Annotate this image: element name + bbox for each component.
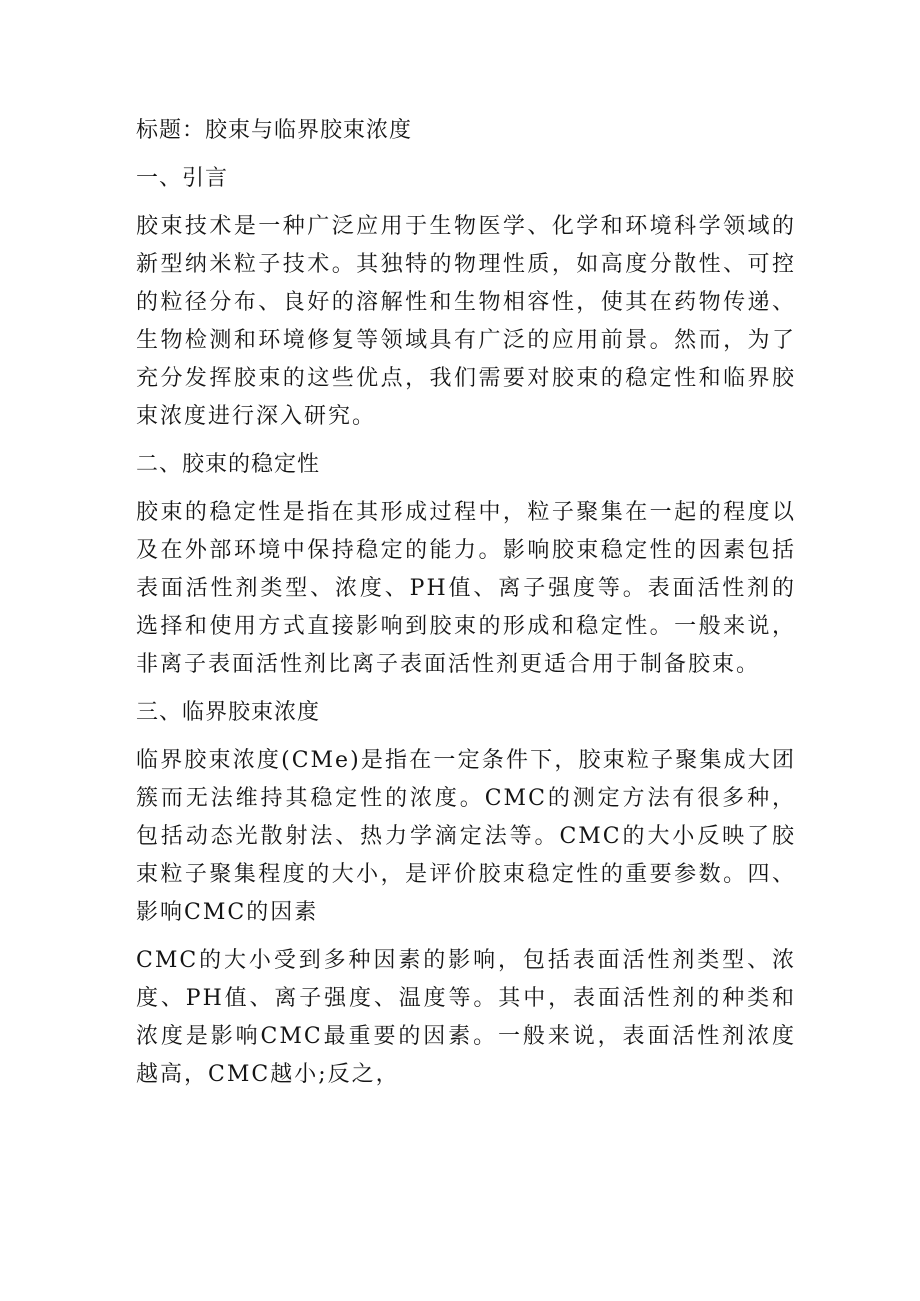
introduction-paragraph: 胶束技术是一种广泛应用于生物医学、化学和环境科学领域的新型纳米粒子技术。其独特的物理性质，如高度分散性、可控的粒径分布、良好的溶解性和生物相容性，使其在药物传递、生物检测和环境修复等领域具有广泛的应用前景。然而，为了充分发挥胶束的这些优点，我们需要对胶束的稳定性和临界胶束浓度进行深入研究。 — [136, 214, 796, 429]
section-heading-stability: 二、胶束的稳定性 — [136, 452, 321, 477]
section-heading-cmc: 三、临界胶束浓度 — [136, 700, 321, 725]
cmc-paragraph: 临界胶束浓度(CMe)是指在一定条件下，胶束粒子聚集成大团簇而无法维持其稳定性的浓度。CMC的测定方法有很多种，包括动态光散射法、热力学滴定法等。CMC的大小反映了胶束粒子聚集程度的大小，是评价胶束稳定性的重要参数。四、影响CMC的因素 — [136, 748, 796, 925]
document-body — [136, 112, 796, 1104]
stability-paragraph: 胶束的稳定性是指在其形成过程中，粒子聚集在一起的程度以及在外部环境中保持稳定的能力。影响胶束稳定性的因素包括表面活性剂类型、浓度、PH值、离子强度等。表面活性剂的选择和使用方式直接影响到胶束的形成和稳定性。一般来说，非离子表面活性剂比离子表面活性剂更适合用于制备胶束。 — [136, 500, 796, 677]
cmc-factors-paragraph: CMC的大小受到多种因素的影响，包括表面活性剂类型、浓度、PH值、离子强度、温度等。其中，表面活性剂的种类和浓度是影响CMC最重要的因素。一般来说，表面活性剂浓度越高，CMC越小;反之， — [136, 948, 796, 1087]
document-title: 标题：胶束与临界胶束浓度 — [136, 118, 413, 143]
section-heading-introduction: 一、引言 — [136, 166, 229, 191]
